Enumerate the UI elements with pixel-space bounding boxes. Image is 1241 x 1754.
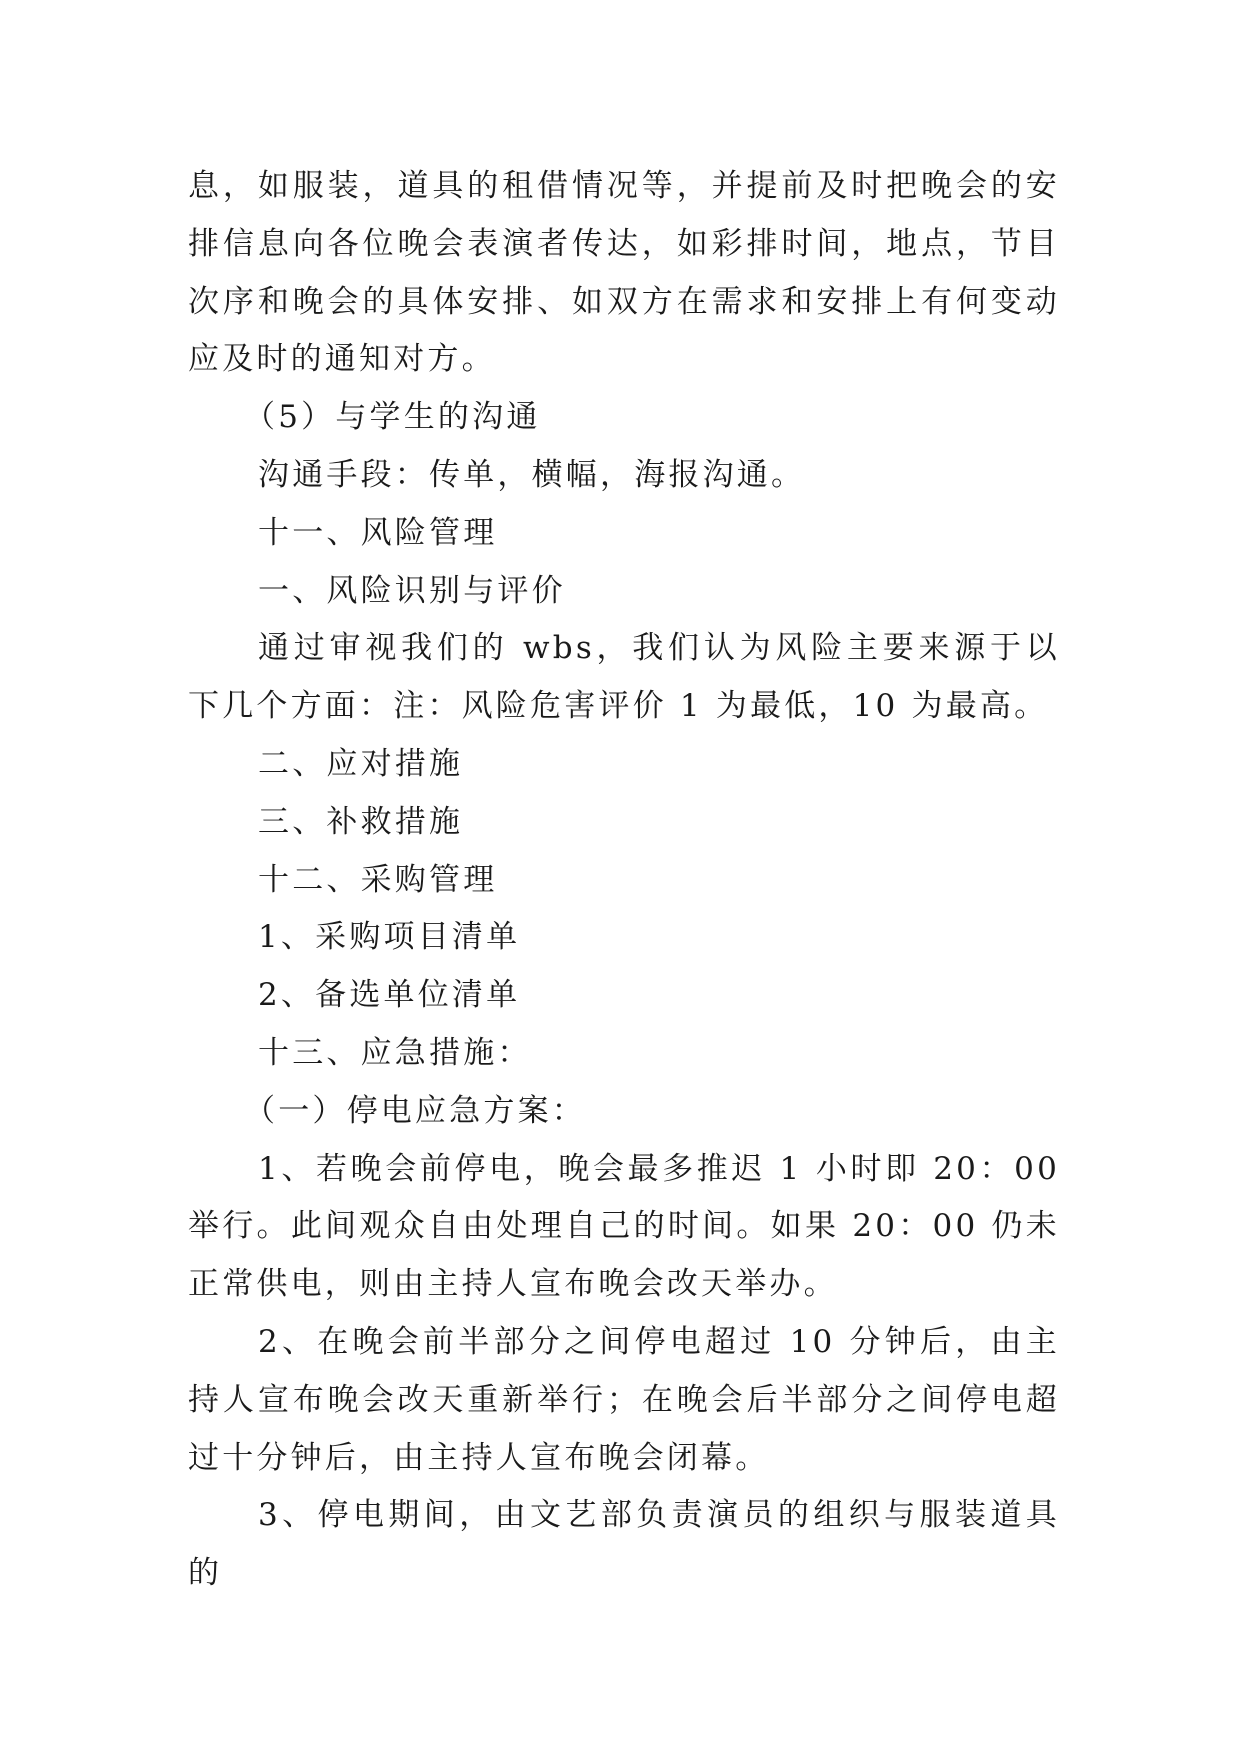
paragraph-risk-sources: 通过审视我们的 wbs，我们认为风险主要来源于以下几个方面：注：风险危害评价 1 为最低，10 为最高。 [188, 630, 1060, 725]
paragraph-outage-period: 3、停电期间，由文艺部负责演员的组织与服装道具的 [188, 1497, 1060, 1592]
subheading-countermeasures: 二、应对措施 [258, 745, 464, 782]
heading-risk-management: 十一、风险管理 [258, 514, 498, 551]
paragraph-outage-during-show: 2、在晚会前半部分之间停电超过 10 分钟后，由主持人宣布晚会改天重新举行；在晚会后半部分之间停电超过十分钟后，由主持人宣布晚会闭幕。 [188, 1323, 1060, 1476]
heading-emergency-measures: 十三、应急措施： [258, 1034, 532, 1071]
subheading-risk-identification: 一、风险识别与评价 [258, 572, 566, 609]
list-item-procurement-list: 1、采购项目清单 [258, 919, 521, 956]
paragraph-outage-before-show: 1、若晚会前停电，晚会最多推迟 1 小时即 20：00 举行。此间观众自由处理自己的时间。如果 20：00 仍未正常供电，则由主持人宣布晚会改天举办。 [188, 1150, 1060, 1303]
paragraph-communication-means: 沟通手段：传单，横幅，海报沟通。 [258, 456, 806, 493]
list-item-supplier-list: 2、备选单位清单 [258, 977, 521, 1014]
paragraph-continuation: 息，如服装，道具的租借情况等，并提前及时把晚会的安排信息向各位晚会表演者传达，如彩排时间，地点，节目次序和晚会的具体安排、如双方在需求和安排上有何变动应及时的通知对方。 [188, 168, 1060, 378]
heading-procurement-management: 十二、采购管理 [258, 861, 498, 898]
subheading-power-outage-plan: （一）停电应急方案： [244, 1092, 586, 1129]
document-body [188, 158, 1060, 1603]
subheading-remedial-measures: 三、补救措施 [258, 803, 464, 840]
subheading-student-communication: （5）与学生的沟通 [244, 399, 541, 436]
